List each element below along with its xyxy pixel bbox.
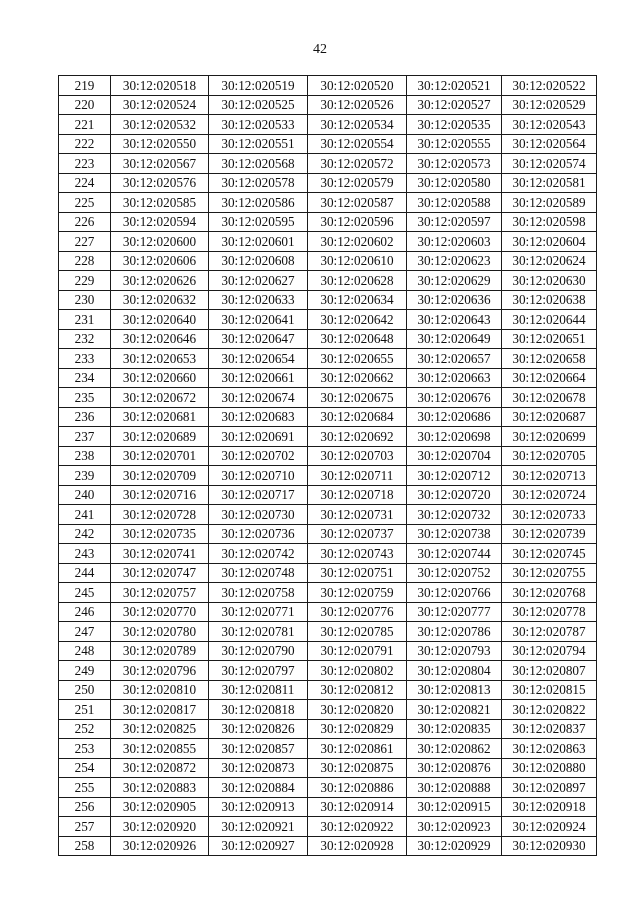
cadastral-number-cell: 30:12:020573 xyxy=(407,154,502,174)
cadastral-number-cell: 30:12:020601 xyxy=(209,232,308,252)
row-number-cell: 251 xyxy=(59,700,111,720)
row-number-cell: 237 xyxy=(59,427,111,447)
cadastral-number-cell: 30:12:020603 xyxy=(407,232,502,252)
row-number-cell: 249 xyxy=(59,661,111,681)
table-row xyxy=(59,388,597,408)
cadastral-number-cell: 30:12:020927 xyxy=(209,836,308,856)
cadastral-number-cell: 30:12:020587 xyxy=(308,193,407,213)
cadastral-number-cell: 30:12:020787 xyxy=(502,622,597,642)
table-row xyxy=(59,310,597,330)
cadastral-number-cell: 30:12:020770 xyxy=(111,602,209,622)
cadastral-number-cell: 30:12:020713 xyxy=(502,466,597,486)
cadastral-number-cell: 30:12:020815 xyxy=(502,680,597,700)
cadastral-number-cell: 30:12:020636 xyxy=(407,290,502,310)
row-number-cell: 256 xyxy=(59,797,111,817)
cadastral-number-cell: 30:12:020629 xyxy=(407,271,502,291)
table-row xyxy=(59,719,597,739)
cadastral-number-cell: 30:12:020742 xyxy=(209,544,308,564)
cadastral-number-cell: 30:12:020825 xyxy=(111,719,209,739)
cadastral-number-cell: 30:12:020744 xyxy=(407,544,502,564)
cadastral-number-cell: 30:12:020863 xyxy=(502,739,597,759)
cadastral-number-cell: 30:12:020855 xyxy=(111,739,209,759)
row-number-cell: 240 xyxy=(59,485,111,505)
cadastral-number-cell: 30:12:020567 xyxy=(111,154,209,174)
cadastral-number-cell: 30:12:020578 xyxy=(209,173,308,193)
cadastral-number-cell: 30:12:020585 xyxy=(111,193,209,213)
cadastral-number-cell: 30:12:020699 xyxy=(502,427,597,447)
cadastral-number-cell: 30:12:020689 xyxy=(111,427,209,447)
cadastral-number-cell: 30:12:020812 xyxy=(308,680,407,700)
table-row xyxy=(59,505,597,525)
cadastral-number-cell: 30:12:020785 xyxy=(308,622,407,642)
row-number-cell: 241 xyxy=(59,505,111,525)
cadastral-number-cell: 30:12:020598 xyxy=(502,212,597,232)
table-row xyxy=(59,836,597,856)
row-number-cell: 238 xyxy=(59,446,111,466)
cadastral-number-cell: 30:12:020526 xyxy=(308,95,407,115)
cadastral-number-cell: 30:12:020817 xyxy=(111,700,209,720)
cadastral-number-cell: 30:12:020771 xyxy=(209,602,308,622)
row-number-cell: 223 xyxy=(59,154,111,174)
table-row xyxy=(59,524,597,544)
cadastral-number-cell: 30:12:020632 xyxy=(111,290,209,310)
cadastral-number-cell: 30:12:020535 xyxy=(407,115,502,135)
cadastral-number-cell: 30:12:020678 xyxy=(502,388,597,408)
row-number-cell: 227 xyxy=(59,232,111,252)
cadastral-number-cell: 30:12:020728 xyxy=(111,505,209,525)
cadastral-number-cell: 30:12:020520 xyxy=(308,76,407,96)
cadastral-number-cell: 30:12:020913 xyxy=(209,797,308,817)
cadastral-number-cell: 30:12:020532 xyxy=(111,115,209,135)
cadastral-number-cell: 30:12:020797 xyxy=(209,661,308,681)
table-row xyxy=(59,700,597,720)
cadastral-number-cell: 30:12:020597 xyxy=(407,212,502,232)
table-row xyxy=(59,76,597,96)
cadastral-number-cell: 30:12:020596 xyxy=(308,212,407,232)
cadastral-number-cell: 30:12:020929 xyxy=(407,836,502,856)
cadastral-number-cell: 30:12:020915 xyxy=(407,797,502,817)
table-row xyxy=(59,485,597,505)
cadastral-number-cell: 30:12:020741 xyxy=(111,544,209,564)
table-row xyxy=(59,349,597,369)
cadastral-number-cell: 30:12:020710 xyxy=(209,466,308,486)
cadastral-number-cell: 30:12:020861 xyxy=(308,739,407,759)
table-row xyxy=(59,193,597,213)
table-row xyxy=(59,739,597,759)
cadastral-number-cell: 30:12:020777 xyxy=(407,602,502,622)
cadastral-number-cell: 30:12:020766 xyxy=(407,583,502,603)
cadastral-number-cell: 30:12:020791 xyxy=(308,641,407,661)
cadastral-number-cell: 30:12:020672 xyxy=(111,388,209,408)
row-number-cell: 258 xyxy=(59,836,111,856)
cadastral-number-cell: 30:12:020811 xyxy=(209,680,308,700)
cadastral-number-cell: 30:12:020663 xyxy=(407,368,502,388)
cadastral-number-cell: 30:12:020651 xyxy=(502,329,597,349)
cadastral-number-cell: 30:12:020675 xyxy=(308,388,407,408)
row-number-cell: 254 xyxy=(59,758,111,778)
cadastral-number-cell: 30:12:020732 xyxy=(407,505,502,525)
cadastral-number-cell: 30:12:020588 xyxy=(407,193,502,213)
cadastral-number-cell: 30:12:020829 xyxy=(308,719,407,739)
cadastral-number-cell: 30:12:020681 xyxy=(111,407,209,427)
table-row xyxy=(59,407,597,427)
cadastral-number-cell: 30:12:020923 xyxy=(407,817,502,837)
row-number-cell: 253 xyxy=(59,739,111,759)
cadastral-number-cell: 30:12:020922 xyxy=(308,817,407,837)
cadastral-number-cell: 30:12:020662 xyxy=(308,368,407,388)
row-number-cell: 252 xyxy=(59,719,111,739)
table-row xyxy=(59,251,597,271)
cadastral-number-cell: 30:12:020594 xyxy=(111,212,209,232)
table-row xyxy=(59,271,597,291)
table-row xyxy=(59,778,597,798)
row-number-cell: 225 xyxy=(59,193,111,213)
cadastral-number-cell: 30:12:020822 xyxy=(502,700,597,720)
cadastral-number-cell: 30:12:020781 xyxy=(209,622,308,642)
cadastral-number-cell: 30:12:020701 xyxy=(111,446,209,466)
row-number-cell: 250 xyxy=(59,680,111,700)
table-row xyxy=(59,115,597,135)
cadastral-number-cell: 30:12:020755 xyxy=(502,563,597,583)
cadastral-number-cell: 30:12:020518 xyxy=(111,76,209,96)
cadastral-number-cell: 30:12:020807 xyxy=(502,661,597,681)
table-row xyxy=(59,583,597,603)
cadastral-number-cell: 30:12:020716 xyxy=(111,485,209,505)
cadastral-number-cell: 30:12:020581 xyxy=(502,173,597,193)
cadastral-number-cell: 30:12:020730 xyxy=(209,505,308,525)
cadastral-number-cell: 30:12:020926 xyxy=(111,836,209,856)
cadastral-number-cell: 30:12:020674 xyxy=(209,388,308,408)
row-number-cell: 234 xyxy=(59,368,111,388)
table-row xyxy=(59,622,597,642)
cadastral-number-cell: 30:12:020837 xyxy=(502,719,597,739)
cadastral-number-cell: 30:12:020914 xyxy=(308,797,407,817)
row-number-cell: 242 xyxy=(59,524,111,544)
cadastral-number-cell: 30:12:020640 xyxy=(111,310,209,330)
cadastral-number-cell: 30:12:020736 xyxy=(209,524,308,544)
cadastral-number-cell: 30:12:020683 xyxy=(209,407,308,427)
table-row xyxy=(59,232,597,252)
cadastral-number-cell: 30:12:020564 xyxy=(502,134,597,154)
cadastral-number-cell: 30:12:020873 xyxy=(209,758,308,778)
cadastral-number-cell: 30:12:020519 xyxy=(209,76,308,96)
cadastral-number-cell: 30:12:020820 xyxy=(308,700,407,720)
cadastral-number-cell: 30:12:020705 xyxy=(502,446,597,466)
cadastral-number-cell: 30:12:020905 xyxy=(111,797,209,817)
row-number-cell: 226 xyxy=(59,212,111,232)
cadastral-number-cell: 30:12:020655 xyxy=(308,349,407,369)
cadastral-number-cell: 30:12:020647 xyxy=(209,329,308,349)
cadastral-number-cell: 30:12:020580 xyxy=(407,173,502,193)
table-row xyxy=(59,466,597,486)
cadastral-number-cell: 30:12:020786 xyxy=(407,622,502,642)
cadastral-number-cell: 30:12:020821 xyxy=(407,700,502,720)
row-number-cell: 219 xyxy=(59,76,111,96)
cadastral-number-cell: 30:12:020818 xyxy=(209,700,308,720)
cadastral-number-cell: 30:12:020533 xyxy=(209,115,308,135)
cadastral-number-cell: 30:12:020600 xyxy=(111,232,209,252)
cadastral-number-cell: 30:12:020930 xyxy=(502,836,597,856)
cadastral-number-cell: 30:12:020698 xyxy=(407,427,502,447)
cadastral-number-cell: 30:12:020638 xyxy=(502,290,597,310)
cadastral-number-cell: 30:12:020664 xyxy=(502,368,597,388)
cadastral-number-cell: 30:12:020704 xyxy=(407,446,502,466)
cadastral-number-cell: 30:12:020724 xyxy=(502,485,597,505)
cadastral-number-cell: 30:12:020731 xyxy=(308,505,407,525)
cadastral-number-cell: 30:12:020602 xyxy=(308,232,407,252)
table-row xyxy=(59,134,597,154)
cadastral-number-cell: 30:12:020752 xyxy=(407,563,502,583)
table-row xyxy=(59,446,597,466)
cadastral-number-cell: 30:12:020653 xyxy=(111,349,209,369)
cadastral-number-cell: 30:12:020921 xyxy=(209,817,308,837)
cadastral-number-cell: 30:12:020684 xyxy=(308,407,407,427)
cadastral-number-cell: 30:12:020711 xyxy=(308,466,407,486)
cadastral-number-cell: 30:12:020555 xyxy=(407,134,502,154)
cadastral-number-cell: 30:12:020692 xyxy=(308,427,407,447)
cadastral-number-cell: 30:12:020661 xyxy=(209,368,308,388)
table-row xyxy=(59,154,597,174)
cadastral-number-cell: 30:12:020660 xyxy=(111,368,209,388)
cadastral-number-cell: 30:12:020737 xyxy=(308,524,407,544)
cadastral-number-cell: 30:12:020628 xyxy=(308,271,407,291)
cadastral-number-cell: 30:12:020644 xyxy=(502,310,597,330)
row-number-cell: 248 xyxy=(59,641,111,661)
table-row xyxy=(59,290,597,310)
cadastral-number-cell: 30:12:020579 xyxy=(308,173,407,193)
cadastral-number-cell: 30:12:020872 xyxy=(111,758,209,778)
cadastral-number-cell: 30:12:020623 xyxy=(407,251,502,271)
cadastral-number-cell: 30:12:020920 xyxy=(111,817,209,837)
row-number-cell: 255 xyxy=(59,778,111,798)
row-number-cell: 247 xyxy=(59,622,111,642)
cadastral-number-cell: 30:12:020743 xyxy=(308,544,407,564)
cadastral-number-cell: 30:12:020758 xyxy=(209,583,308,603)
cadastral-number-cell: 30:12:020759 xyxy=(308,583,407,603)
cadastral-number-cell: 30:12:020835 xyxy=(407,719,502,739)
cadastral-number-cell: 30:12:020574 xyxy=(502,154,597,174)
cadastral-number-cell: 30:12:020606 xyxy=(111,251,209,271)
cadastral-number-cell: 30:12:020521 xyxy=(407,76,502,96)
cadastral-number-cell: 30:12:020751 xyxy=(308,563,407,583)
cadastral-number-cell: 30:12:020543 xyxy=(502,115,597,135)
cadastral-number-cell: 30:12:020789 xyxy=(111,641,209,661)
cadastral-number-cell: 30:12:020813 xyxy=(407,680,502,700)
cadastral-number-cell: 30:12:020733 xyxy=(502,505,597,525)
cadastral-number-cell: 30:12:020717 xyxy=(209,485,308,505)
cadastral-number-cell: 30:12:020534 xyxy=(308,115,407,135)
table-row xyxy=(59,173,597,193)
cadastral-number-cell: 30:12:020709 xyxy=(111,466,209,486)
cadastral-number-cell: 30:12:020884 xyxy=(209,778,308,798)
table-row xyxy=(59,758,597,778)
cadastral-number-cell: 30:12:020551 xyxy=(209,134,308,154)
row-number-cell: 231 xyxy=(59,310,111,330)
cadastral-number-cell: 30:12:020718 xyxy=(308,485,407,505)
row-number-cell: 220 xyxy=(59,95,111,115)
cadastral-number-cell: 30:12:020747 xyxy=(111,563,209,583)
table-row xyxy=(59,544,597,564)
cadastral-number-cell: 30:12:020924 xyxy=(502,817,597,837)
cadastral-number-cell: 30:12:020886 xyxy=(308,778,407,798)
cadastral-number-cell: 30:12:020826 xyxy=(209,719,308,739)
cadastral-number-cell: 30:12:020876 xyxy=(407,758,502,778)
cadastral-number-cell: 30:12:020720 xyxy=(407,485,502,505)
cadastral-number-cell: 30:12:020608 xyxy=(209,251,308,271)
cadastral-number-cell: 30:12:020790 xyxy=(209,641,308,661)
cadastral-number-cell: 30:12:020626 xyxy=(111,271,209,291)
cadastral-number-cell: 30:12:020687 xyxy=(502,407,597,427)
cadastral-number-cell: 30:12:020658 xyxy=(502,349,597,369)
cadastral-number-cell: 30:12:020586 xyxy=(209,193,308,213)
cadastral-number-cell: 30:12:020642 xyxy=(308,310,407,330)
cadastral-number-cell: 30:12:020572 xyxy=(308,154,407,174)
cadastral-number-cell: 30:12:020778 xyxy=(502,602,597,622)
cadastral-number-cell: 30:12:020691 xyxy=(209,427,308,447)
cadastral-number-table xyxy=(58,75,597,856)
cadastral-number-cell: 30:12:020757 xyxy=(111,583,209,603)
row-number-cell: 230 xyxy=(59,290,111,310)
cadastral-number-cell: 30:12:020857 xyxy=(209,739,308,759)
cadastral-number-cell: 30:12:020768 xyxy=(502,583,597,603)
row-number-cell: 243 xyxy=(59,544,111,564)
row-number-cell: 245 xyxy=(59,583,111,603)
row-number-cell: 246 xyxy=(59,602,111,622)
cadastral-number-cell: 30:12:020527 xyxy=(407,95,502,115)
table-row xyxy=(59,602,597,622)
table-row xyxy=(59,368,597,388)
row-number-cell: 228 xyxy=(59,251,111,271)
cadastral-number-cell: 30:12:020589 xyxy=(502,193,597,213)
cadastral-number-cell: 30:12:020738 xyxy=(407,524,502,544)
cadastral-number-cell: 30:12:020568 xyxy=(209,154,308,174)
row-number-cell: 239 xyxy=(59,466,111,486)
cadastral-number-cell: 30:12:020918 xyxy=(502,797,597,817)
cadastral-number-cell: 30:12:020576 xyxy=(111,173,209,193)
cadastral-number-cell: 30:12:020550 xyxy=(111,134,209,154)
cadastral-number-cell: 30:12:020794 xyxy=(502,641,597,661)
cadastral-number-cell: 30:12:020780 xyxy=(111,622,209,642)
table-row xyxy=(59,797,597,817)
cadastral-number-cell: 30:12:020862 xyxy=(407,739,502,759)
row-number-cell: 221 xyxy=(59,115,111,135)
cadastral-number-cell: 30:12:020654 xyxy=(209,349,308,369)
table-body xyxy=(59,76,597,856)
cadastral-number-cell: 30:12:020883 xyxy=(111,778,209,798)
row-number-cell: 232 xyxy=(59,329,111,349)
cadastral-number-cell: 30:12:020524 xyxy=(111,95,209,115)
cadastral-number-cell: 30:12:020525 xyxy=(209,95,308,115)
table-row xyxy=(59,661,597,681)
cadastral-number-cell: 30:12:020522 xyxy=(502,76,597,96)
row-number-cell: 222 xyxy=(59,134,111,154)
cadastral-number-cell: 30:12:020529 xyxy=(502,95,597,115)
row-number-cell: 229 xyxy=(59,271,111,291)
cadastral-number-cell: 30:12:020703 xyxy=(308,446,407,466)
row-number-cell: 244 xyxy=(59,563,111,583)
table-row xyxy=(59,427,597,447)
cadastral-number-cell: 30:12:020649 xyxy=(407,329,502,349)
cadastral-number-cell: 30:12:020702 xyxy=(209,446,308,466)
row-number-cell: 235 xyxy=(59,388,111,408)
cadastral-number-cell: 30:12:020630 xyxy=(502,271,597,291)
cadastral-number-cell: 30:12:020648 xyxy=(308,329,407,349)
table-row xyxy=(59,817,597,837)
cadastral-number-cell: 30:12:020676 xyxy=(407,388,502,408)
cadastral-number-cell: 30:12:020646 xyxy=(111,329,209,349)
table-row xyxy=(59,212,597,232)
cadastral-number-cell: 30:12:020745 xyxy=(502,544,597,564)
cadastral-number-cell: 30:12:020657 xyxy=(407,349,502,369)
row-number-cell: 224 xyxy=(59,173,111,193)
table-row xyxy=(59,329,597,349)
cadastral-number-cell: 30:12:020776 xyxy=(308,602,407,622)
cadastral-number-cell: 30:12:020793 xyxy=(407,641,502,661)
cadastral-number-cell: 30:12:020686 xyxy=(407,407,502,427)
cadastral-number-cell: 30:12:020633 xyxy=(209,290,308,310)
cadastral-number-cell: 30:12:020796 xyxy=(111,661,209,681)
row-number-cell: 236 xyxy=(59,407,111,427)
cadastral-number-cell: 30:12:020735 xyxy=(111,524,209,544)
row-number-cell: 233 xyxy=(59,349,111,369)
cadastral-number-cell: 30:12:020804 xyxy=(407,661,502,681)
cadastral-number-cell: 30:12:020739 xyxy=(502,524,597,544)
cadastral-number-cell: 30:12:020712 xyxy=(407,466,502,486)
table-row xyxy=(59,680,597,700)
cadastral-number-cell: 30:12:020810 xyxy=(111,680,209,700)
cadastral-number-cell: 30:12:020643 xyxy=(407,310,502,330)
cadastral-number-cell: 30:12:020875 xyxy=(308,758,407,778)
table-row xyxy=(59,641,597,661)
cadastral-number-cell: 30:12:020634 xyxy=(308,290,407,310)
cadastral-number-cell: 30:12:020554 xyxy=(308,134,407,154)
table-row xyxy=(59,563,597,583)
cadastral-number-cell: 30:12:020888 xyxy=(407,778,502,798)
cadastral-number-cell: 30:12:020624 xyxy=(502,251,597,271)
cadastral-number-cell: 30:12:020928 xyxy=(308,836,407,856)
cadastral-number-cell: 30:12:020610 xyxy=(308,251,407,271)
cadastral-number-cell: 30:12:020880 xyxy=(502,758,597,778)
cadastral-number-cell: 30:12:020604 xyxy=(502,232,597,252)
cadastral-number-cell: 30:12:020627 xyxy=(209,271,308,291)
cadastral-number-cell: 30:12:020641 xyxy=(209,310,308,330)
cadastral-number-cell: 30:12:020802 xyxy=(308,661,407,681)
table-row xyxy=(59,95,597,115)
page-number: 42 xyxy=(313,42,327,57)
row-number-cell: 257 xyxy=(59,817,111,837)
cadastral-number-cell: 30:12:020595 xyxy=(209,212,308,232)
cadastral-number-cell: 30:12:020748 xyxy=(209,563,308,583)
cadastral-number-cell: 30:12:020897 xyxy=(502,778,597,798)
